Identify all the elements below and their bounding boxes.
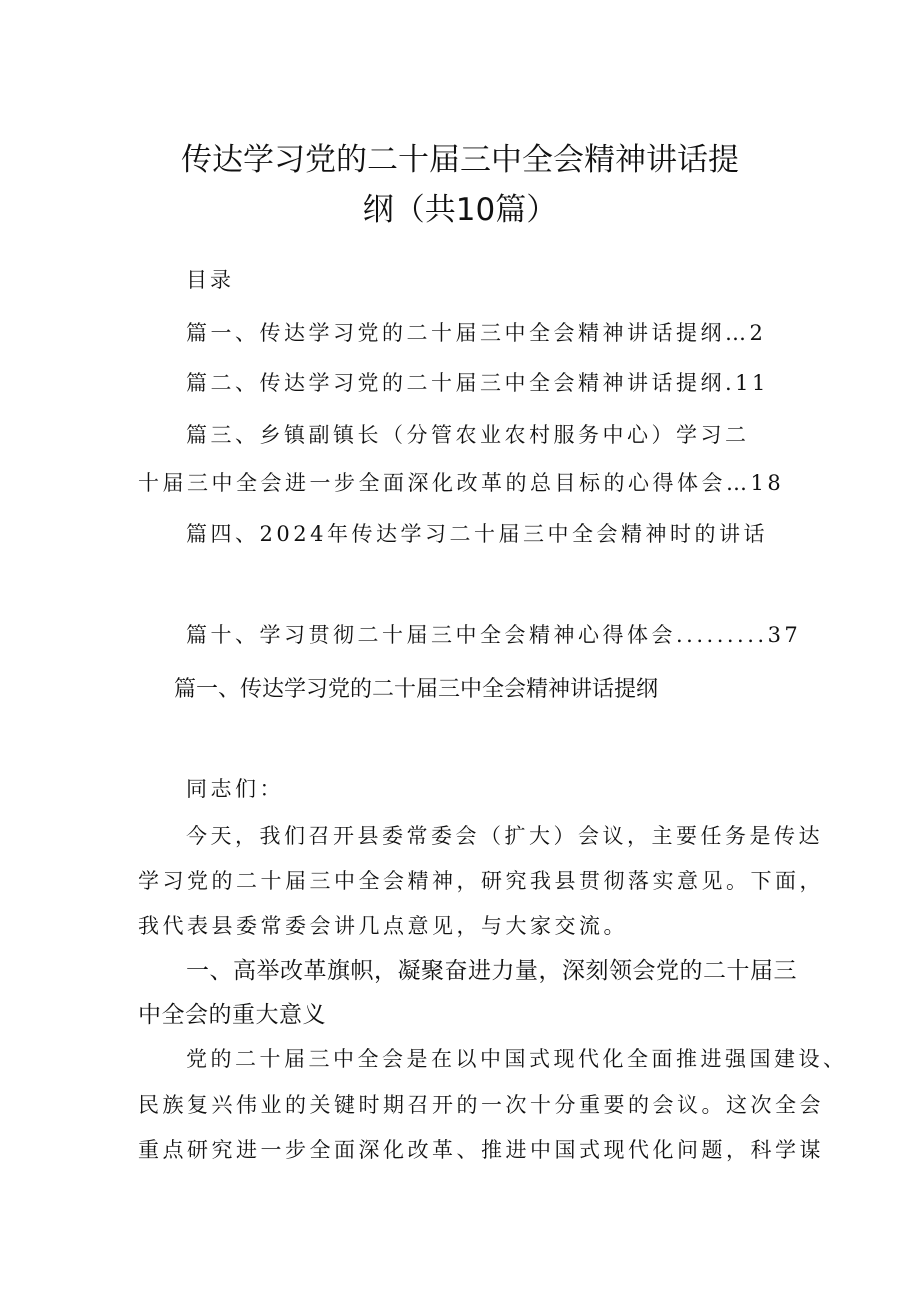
toc-entry-3-line-2[interactable]: 十届三中全会进一步全面深化改革的总目标的心得体会…18 [138, 471, 785, 495]
heading-1-line-2: 中全会的重大意义 [138, 1002, 326, 1028]
paragraph-2-line-3: 重点研究进一步全面深化改革、推进中国式现代化问题，科学谋 [138, 1138, 824, 1162]
toc-entry-4[interactable]: 篇四、2024年传达学习二十届三中全会精神时的讲话 [186, 522, 768, 546]
heading-1-line-1: 一、高举改革旗帜，凝聚奋进力量，深刻领会党的二十届三 [186, 958, 797, 984]
paragraph-2-line-2: 民族复兴伟业的关键时期召开的一次十分重要的会议。这次全会 [138, 1093, 824, 1117]
toc-entry-2[interactable]: 篇二、传达学习党的二十届三中全会精神讲话提纲.11 [186, 371, 769, 395]
paragraph-2-line-1: 党的二十届三中全会是在以中国式现代化全面推进强国建设、 [186, 1047, 848, 1071]
document-title-line-1: 传达学习党的二十届三中全会精神讲话提 [181, 142, 739, 178]
toc-label: 目录 [186, 268, 234, 292]
paragraph-1-line-1: 今天，我们召开县委常委会（扩大）会议，主要任务是传达 [186, 824, 823, 848]
section-heading: 篇一、传达学习党的二十届三中全会精神讲话提纲 [174, 677, 659, 702]
toc-entry-10[interactable]: 篇十、学习贯彻二十届三中全会精神心得体会.........37 [186, 623, 802, 647]
paragraph-1-line-2: 学习党的二十届三中全会精神，研究我县贯彻落实意见。下面， [138, 869, 824, 893]
toc-entry-1[interactable]: 篇一、传达学习党的二十届三中全会精神讲话提纲…2 [186, 321, 767, 345]
document-title-line-2: 纲（共10篇） [362, 192, 558, 228]
toc-entry-3-line-1[interactable]: 篇三、乡镇副镇长（分管农业农村服务中心）学习二 [186, 423, 750, 447]
paragraph-1-line-3: 我代表县委常委会讲几点意见，与大家交流。 [138, 914, 628, 938]
greeting: 同志们： [186, 777, 284, 801]
